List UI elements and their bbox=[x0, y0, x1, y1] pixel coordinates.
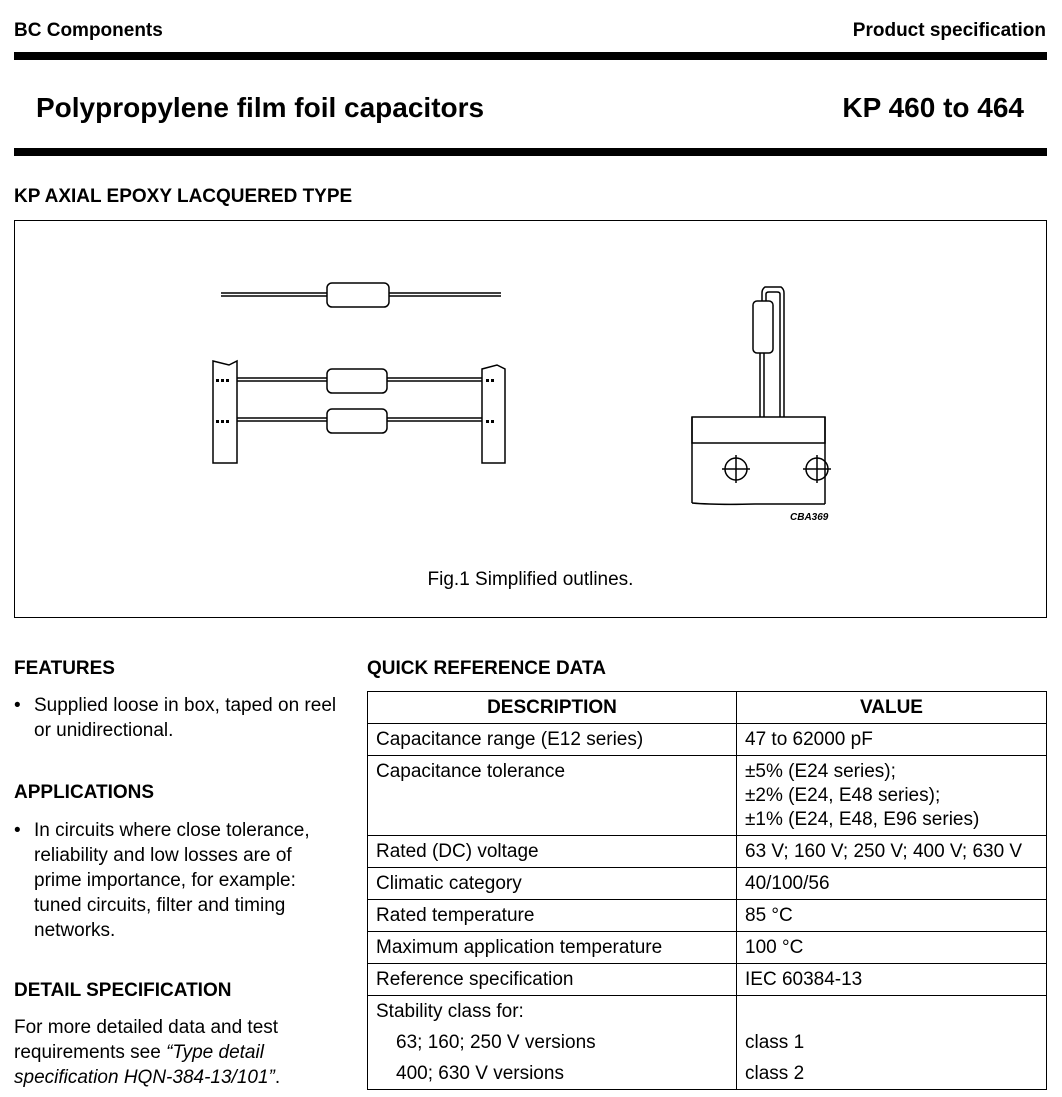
row-value: 47 to 62000 pF bbox=[737, 724, 1047, 756]
capacitor-outline-drawing bbox=[15, 221, 1046, 617]
detail-spec-heading: DETAIL SPECIFICATION bbox=[14, 980, 232, 1001]
tolerance-line: ±1% (E24, E48, E96 series) bbox=[745, 809, 980, 830]
detail-spec-prefix: For more detailed data and test requirements see bbox=[14, 1017, 279, 1063]
column-header-description: DESCRIPTION bbox=[368, 692, 737, 724]
stability-label: Stability class for: bbox=[376, 1001, 524, 1022]
row-value: 40/100/56 bbox=[737, 868, 1047, 900]
tolerance-line: ±2% (E24, E48 series); bbox=[745, 785, 941, 806]
row-description: Climatic category bbox=[368, 868, 737, 900]
title-rule bbox=[14, 148, 1047, 156]
table-row bbox=[368, 724, 1047, 756]
features-heading: FEATURES bbox=[14, 658, 115, 679]
stability-item-description: 400; 630 V versions bbox=[396, 1063, 564, 1084]
type-heading: KP AXIAL EPOXY LACQUERED TYPE bbox=[14, 186, 353, 207]
row-value: 100 °C bbox=[737, 932, 1047, 964]
detail-spec-reference: “Type detail specification HQN-384-13/101” bbox=[14, 1042, 275, 1088]
document-type: Product specification bbox=[852, 20, 1046, 41]
row-value: 63 V; 160 V; 250 V; 400 V; 630 V bbox=[737, 836, 1047, 868]
stability-item-description: 63; 160; 250 V versions bbox=[396, 1032, 596, 1053]
table-row bbox=[368, 932, 1047, 964]
table-row bbox=[368, 964, 1047, 996]
features-list bbox=[14, 693, 344, 743]
row-description: Rated temperature bbox=[368, 900, 737, 932]
stability-item-value: class 2 bbox=[745, 1063, 805, 1084]
column-header-value: VALUE bbox=[737, 692, 1047, 724]
quick-reference-table bbox=[367, 691, 1047, 1090]
list-item: • In circuits where close tolerance, reliability and low losses are of prime importance, for example: tuned circuits, filter and timing networks. bbox=[14, 818, 324, 943]
tolerance-line: ±5% (E24 series); bbox=[745, 761, 896, 782]
table-row bbox=[368, 756, 1047, 836]
page-title: Polypropylene film foil capacitors bbox=[36, 92, 485, 123]
list-item: • Supplied loose in box, taped on reel or unidirectional. bbox=[14, 693, 344, 743]
row-description: Maximum application temperature bbox=[368, 932, 737, 964]
detail-spec-text bbox=[14, 1015, 314, 1090]
applications-heading: APPLICATIONS bbox=[14, 782, 155, 803]
row-description: Capacitance tolerance bbox=[368, 756, 737, 836]
table-row bbox=[368, 868, 1047, 900]
row-description: Capacitance range (E12 series) bbox=[368, 724, 737, 756]
product-range: KP 460 to 464 bbox=[842, 92, 1024, 123]
company-name: BC Components bbox=[14, 20, 163, 41]
table-row bbox=[368, 996, 1047, 1090]
figure-caption: Fig.1 Simplified outlines. bbox=[427, 569, 634, 590]
detail-spec-suffix: . bbox=[274, 1067, 281, 1088]
stability-item-value: class 1 bbox=[745, 1032, 805, 1053]
row-value bbox=[737, 996, 1047, 1090]
row-value: 85 °C bbox=[737, 900, 1047, 932]
figure-code: CBA369 bbox=[790, 512, 829, 523]
header-rule bbox=[14, 52, 1047, 60]
applications-list bbox=[14, 818, 324, 943]
row-description: Reference specification bbox=[368, 964, 737, 996]
table-row bbox=[368, 900, 1047, 932]
row-value bbox=[737, 756, 1047, 836]
row-description: Rated (DC) voltage bbox=[368, 836, 737, 868]
row-value: IEC 60384-13 bbox=[737, 964, 1047, 996]
table-header-row bbox=[368, 692, 1047, 724]
figure-box bbox=[14, 220, 1047, 618]
row-description bbox=[368, 996, 737, 1090]
table-row bbox=[368, 836, 1047, 868]
quick-reference-heading: QUICK REFERENCE DATA bbox=[367, 658, 606, 679]
